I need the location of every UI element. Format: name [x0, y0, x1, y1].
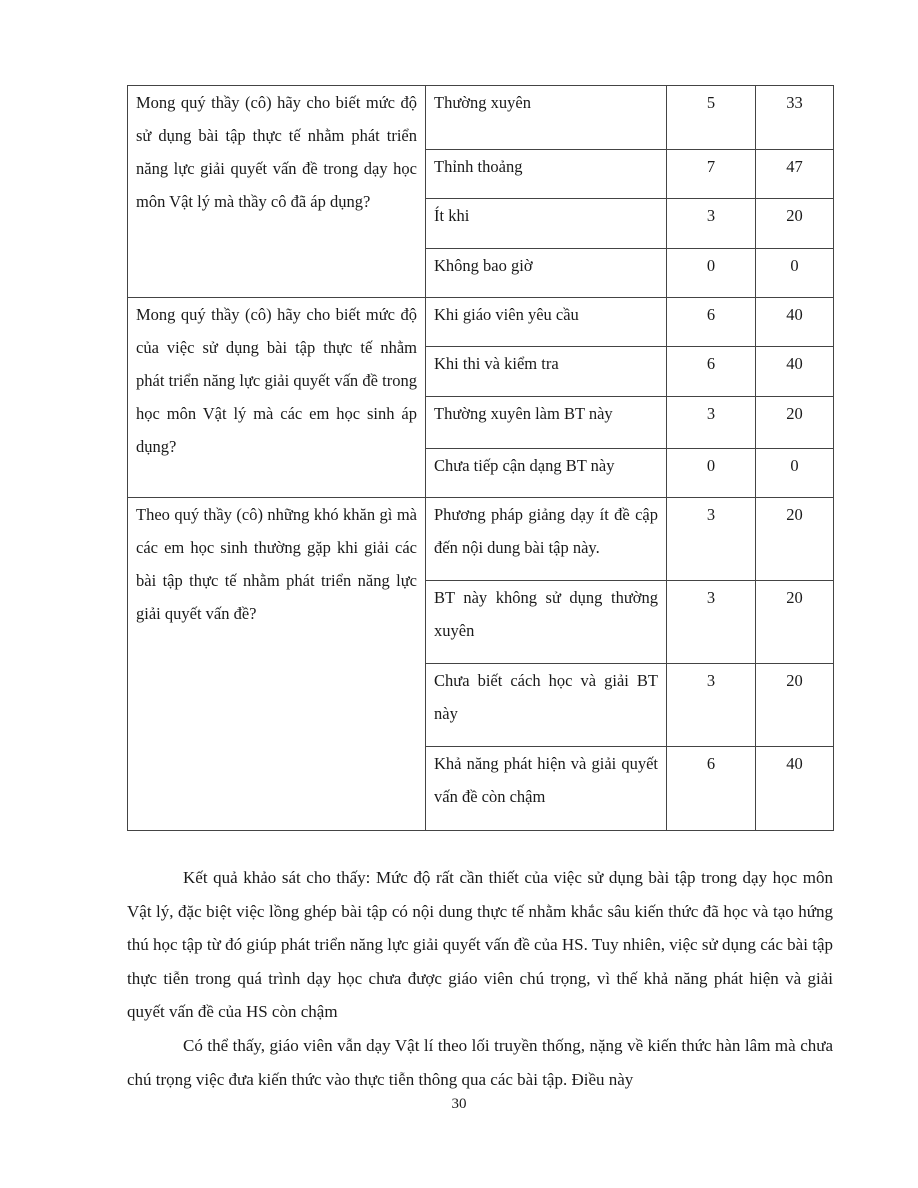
table-row	[128, 498, 834, 581]
percent-cell: 20	[756, 397, 834, 449]
count-cell: 3	[667, 664, 756, 747]
percent-cell: 47	[756, 150, 834, 199]
count-cell: 5	[667, 86, 756, 150]
answer-cell: Thường xuyên	[426, 86, 667, 150]
count-cell: 3	[667, 199, 756, 249]
answer-cell: Không bao giờ	[426, 249, 667, 298]
answer-cell: Chưa tiếp cận dạng BT này	[426, 449, 667, 498]
percent-cell: 40	[756, 347, 834, 397]
paragraph: Có thể thấy, giáo viên vẫn dạy Vật lí theo lối truyền thống, nặng về kiến thức hàn lâm mà chưa chú trọng việc đưa kiến thức vào thực tiễn thông qua các bài tập. Điều này	[127, 1035, 833, 1089]
answer-cell: BT này không sử dụng thường xuyên	[426, 581, 667, 664]
question-cell: Mong quý thầy (cô) hãy cho biết mức độ sử dụng bài tập thực tế nhằm phát triển năng lực giải quyết vấn đề trong dạy học môn Vật lý mà thầy cô đã áp dụng?	[128, 86, 426, 298]
survey-table	[127, 85, 834, 831]
percent-cell: 20	[756, 664, 834, 747]
page-number: 30	[451, 1096, 467, 1112]
question-cell: Mong quý thầy (cô) hãy cho biết mức độ của việc sử dụng bài tập thực tế nhằm phát triển năng lực giải quyết vấn đề trong học môn Vật lý mà các em học sinh áp dụng?	[128, 298, 426, 498]
answer-cell: Thỉnh thoảng	[426, 150, 667, 199]
table-row	[128, 86, 834, 150]
count-cell: 3	[667, 498, 756, 581]
answer-cell: Phương pháp giảng dạy ít đề cập đến nội dung bài tập này.	[426, 498, 667, 581]
count-cell: 0	[667, 449, 756, 498]
answer-cell: Thường xuyên làm BT này	[426, 397, 667, 449]
answer-cell: Ít khi	[426, 199, 667, 249]
percent-cell: 20	[756, 199, 834, 249]
answer-cell: Khả năng phát hiện và giải quyết vấn đề còn chậm	[426, 747, 667, 831]
paragraph: Kết quả khảo sát cho thấy: Mức độ rất cần thiết của việc sử dụng bài tập trong dạy học môn Vật lý, đặc biệt việc lồng ghép bài tập có nội dung thực tế nhằm khắc sâu kiến thức đã học và tạo hứng thú học tập từ đó giúp phát triển năng lực giải quyết vấn đề của HS. Tuy nhiên, việc sử dụng các bài tập thực tiễn trong quá trình dạy học chưa được giáo viên chú trọng, vì thế khả năng phát hiện và giải quyết vấn đề của HS còn chậm	[127, 868, 833, 1022]
body-text	[127, 861, 833, 1096]
percent-cell: 0	[756, 249, 834, 298]
count-cell: 3	[667, 581, 756, 664]
count-cell: 6	[667, 347, 756, 397]
count-cell: 6	[667, 298, 756, 347]
answer-cell: Khi giáo viên yêu cầu	[426, 298, 667, 347]
table-row	[128, 298, 834, 347]
percent-cell: 20	[756, 498, 834, 581]
percent-cell: 33	[756, 86, 834, 150]
count-cell: 3	[667, 397, 756, 449]
percent-cell: 0	[756, 449, 834, 498]
question-cell: Theo quý thầy (cô) những khó khăn gì mà các em học sinh thường gặp khi giải các bài tập thực tế nhằm phát triển năng lực giải quyết vấn đề?	[128, 498, 426, 831]
percent-cell: 40	[756, 298, 834, 347]
answer-cell: Khi thi và kiểm tra	[426, 347, 667, 397]
count-cell: 7	[667, 150, 756, 199]
percent-cell: 40	[756, 747, 834, 831]
percent-cell: 20	[756, 581, 834, 664]
answer-cell: Chưa biết cách học và giải BT này	[426, 664, 667, 747]
count-cell: 6	[667, 747, 756, 831]
count-cell: 0	[667, 249, 756, 298]
